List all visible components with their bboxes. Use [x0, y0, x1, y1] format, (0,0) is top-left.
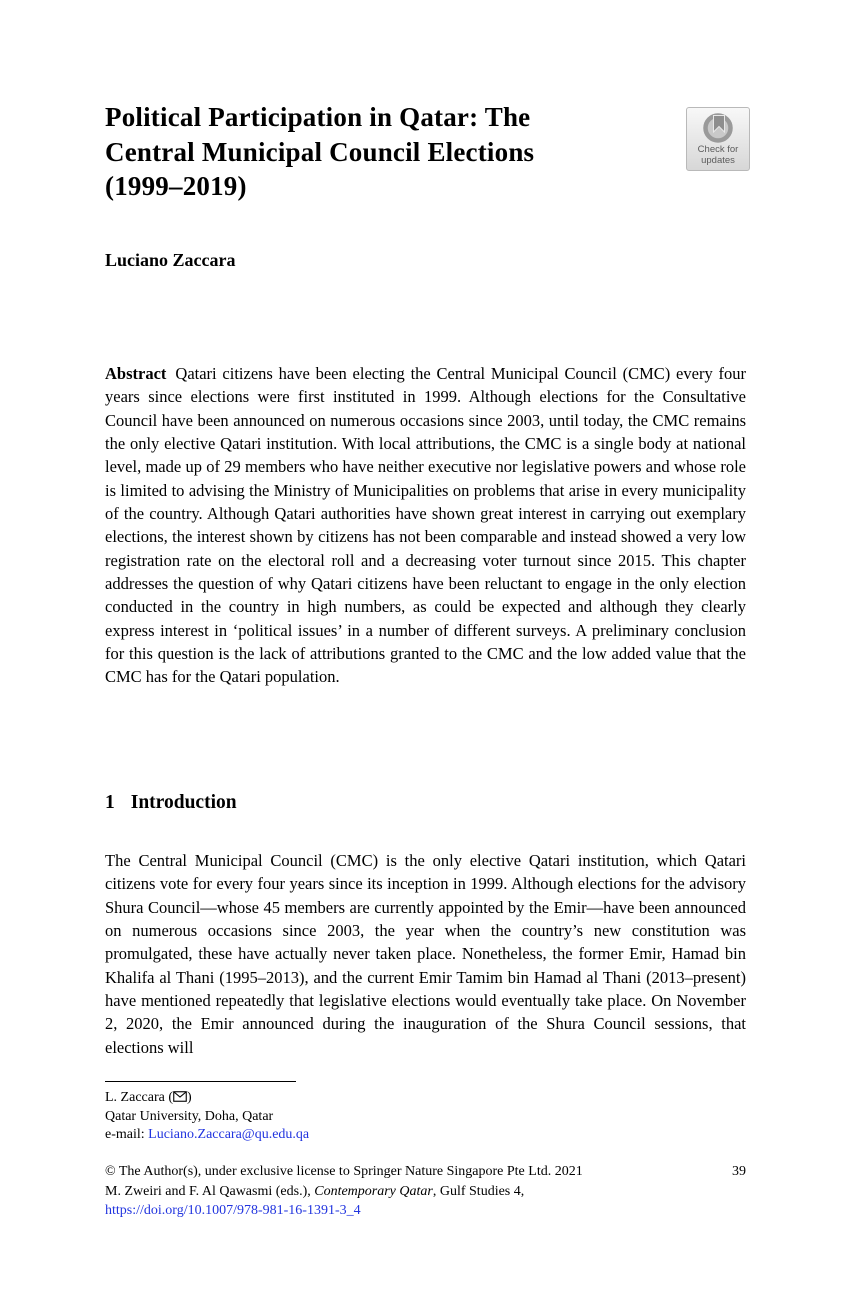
section-title: Introduction [130, 792, 237, 813]
copyright-line [105, 1162, 746, 1182]
editors-line: M. Zweiri and F. Al Qawasmi (eds.), Contemporary Qatar, Gulf Studies 4, [105, 1183, 525, 1199]
check-for-updates-label: Check for updates [697, 144, 739, 166]
introduction-paragraph: The Central Municipal Council (CMC) is the only elective Qatari institution, which Qatari citizens vote for every four years since its inception in 1999. Although elections for the advisory Shura Council—whose 45 members are currently appointed by the Emir—have been announced on numerous occasions since 2003, the year when the country’s new constitution was promulgated, these have actually never taken place. Nonetheless, the former Emir, Hamad bin Khalifa al Thani (1995–2013), and the current Emir Tamim bin Hamad al Thani (2013–present) have mentioned repeatedly that legislative elections would eventually take place. On November 2, 2020, the Emir announced during the inauguration of the Shura Council sessions, that elections will [105, 851, 746, 1057]
correspondence-footnote [105, 1089, 746, 1145]
check-for-updates-badge[interactable] [686, 107, 750, 171]
footnote-author-line: L. Zaccara ( ) [105, 1090, 192, 1105]
crossmark-bookmark-icon [701, 111, 735, 145]
footnote-email-line [105, 1126, 746, 1145]
chapter-title-line3: (1999–2019) [105, 171, 247, 201]
abstract-label: Abstract [105, 364, 167, 383]
section-number: 1 [105, 792, 115, 813]
footnote-divider [105, 1081, 296, 1082]
page-number: 39 [732, 1164, 746, 1179]
chapter-title-line1: Political Participation in Qatar: The [105, 102, 531, 132]
abstract-text: Qatari citizens have been electing the Central Municipal Council (CMC) every four years since elections were first instituted in 1999. Although elections for the Consultative Council have been announced on numerous occasions since 2003, until today, the CMC remains the only elective Qatari institution. With local attributions, the CMC is a single body at national level, made up of 29 members who have neither executive nor legislative powers and whose role is limited to advising the Ministry of Municipalities on problems that arise in every municipality of the country. Although Qatari authorities have shown great interest in carrying out exemplary elections, the interest shown by citizens has not been comparable and instead showed a very low registration rate on the electoral roll and a decreasing voter turnout since 2015. This chapter addresses the question of why Qatari citizens have been reluctant to engage in the only election conducted in the country in high numbers, as could be expected and although they clearly express interest in ‘political issues’ in a number of different surveys. A preliminary conclusion for this question is the lack of attributions granted to the CMC and the low added value that the CMC has for the Qatari population. [105, 364, 746, 687]
chapter-title-line2: Central Municipal Council Elections [105, 136, 535, 167]
email-link[interactable]: Luciano.Zaccara@qu.edu.qa [148, 1127, 310, 1143]
footnote-affiliation: Qatar University, Doha, Qatar [105, 1108, 274, 1124]
email-label: e-mail: [105, 1127, 149, 1143]
abstract-paragraph [105, 362, 746, 689]
chapter-title [105, 100, 665, 204]
email-envelope-icon [173, 1091, 187, 1102]
imprint-block [105, 1162, 746, 1221]
doi-link[interactable]: https://doi.org/10.1007/978-981-16-1391-3_4 [105, 1203, 361, 1218]
doi-line [105, 1201, 746, 1221]
copyright-text: © The Author(s), under exclusive license to Springer Nature Singapore Pte Ltd. 2021 [105, 1164, 583, 1179]
book-title: Contemporary Qatar [314, 1183, 433, 1199]
author-name: Luciano Zaccara [105, 250, 236, 270]
section-heading-introduction [105, 792, 237, 814]
